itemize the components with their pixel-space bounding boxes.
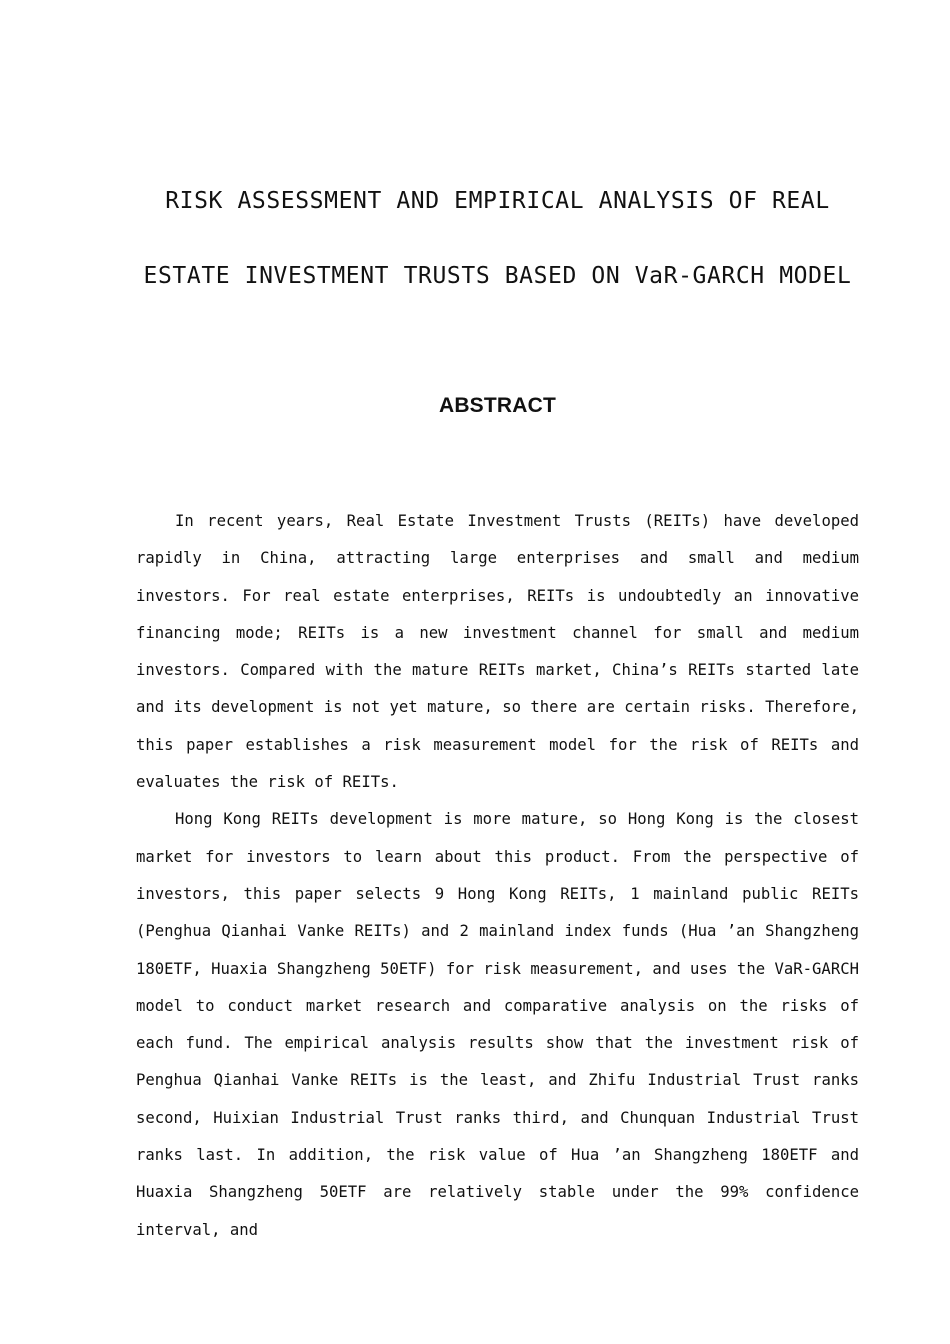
abstract-heading: ABSTRACT <box>438 394 557 417</box>
paper-title-line-1: RISK ASSESSMENT AND EMPIRICAL ANALYSIS OF REAL <box>165 188 830 214</box>
paper-title-line-2: ESTATE INVESTMENT TRUSTS BASED ON VaR-GARCH MODEL <box>143 263 852 289</box>
abstract-body <box>136 503 859 1249</box>
abstract-paragraph-2: Hong Kong REITs development is more mature, so Hong Kong is the closest market for investors to learn about this product. From the perspective of investors, this paper selects 9 Hong Kong REITs, 1 mainland public REITs (Penghua Qianhai Vanke REITs) and 2 mainland index funds (Hua ’an Shangzheng 180ETF, Huaxia Shangzheng 50ETF) for risk measurement, and uses the VaR-GARCH model to conduct market research and comparative analysis on the risks of each fund. The empirical analysis results show that the investment risk of Penghua Qianhai Vanke REITs is the least, and Zhifu Industrial Trust ranks second, Huixian Industrial Trust ranks third, and Chunquan Industrial Trust ranks last. In addition, the risk value of Hua ’an Shangzheng 180ETF and Huaxia Shangzheng 50ETF are relatively stable under the 99% confidence interval, and <box>136 810 859 1239</box>
abstract-paragraph-1: In recent years, Real Estate Investment Trusts (REITs) have developed rapidly in China, attracting large enterprises and small and medium investors. For real estate enterprises, REITs is undoubtedly an innovative financing mode; REITs is a new investment channel for small and medium investors. Compared with the mature REITs market, China’s REITs started late and its development is not yet mature, so there are certain risks. Therefore, this paper establishes a risk measurement model for the risk of REITs and evaluates the risk of REITs. <box>136 512 859 792</box>
